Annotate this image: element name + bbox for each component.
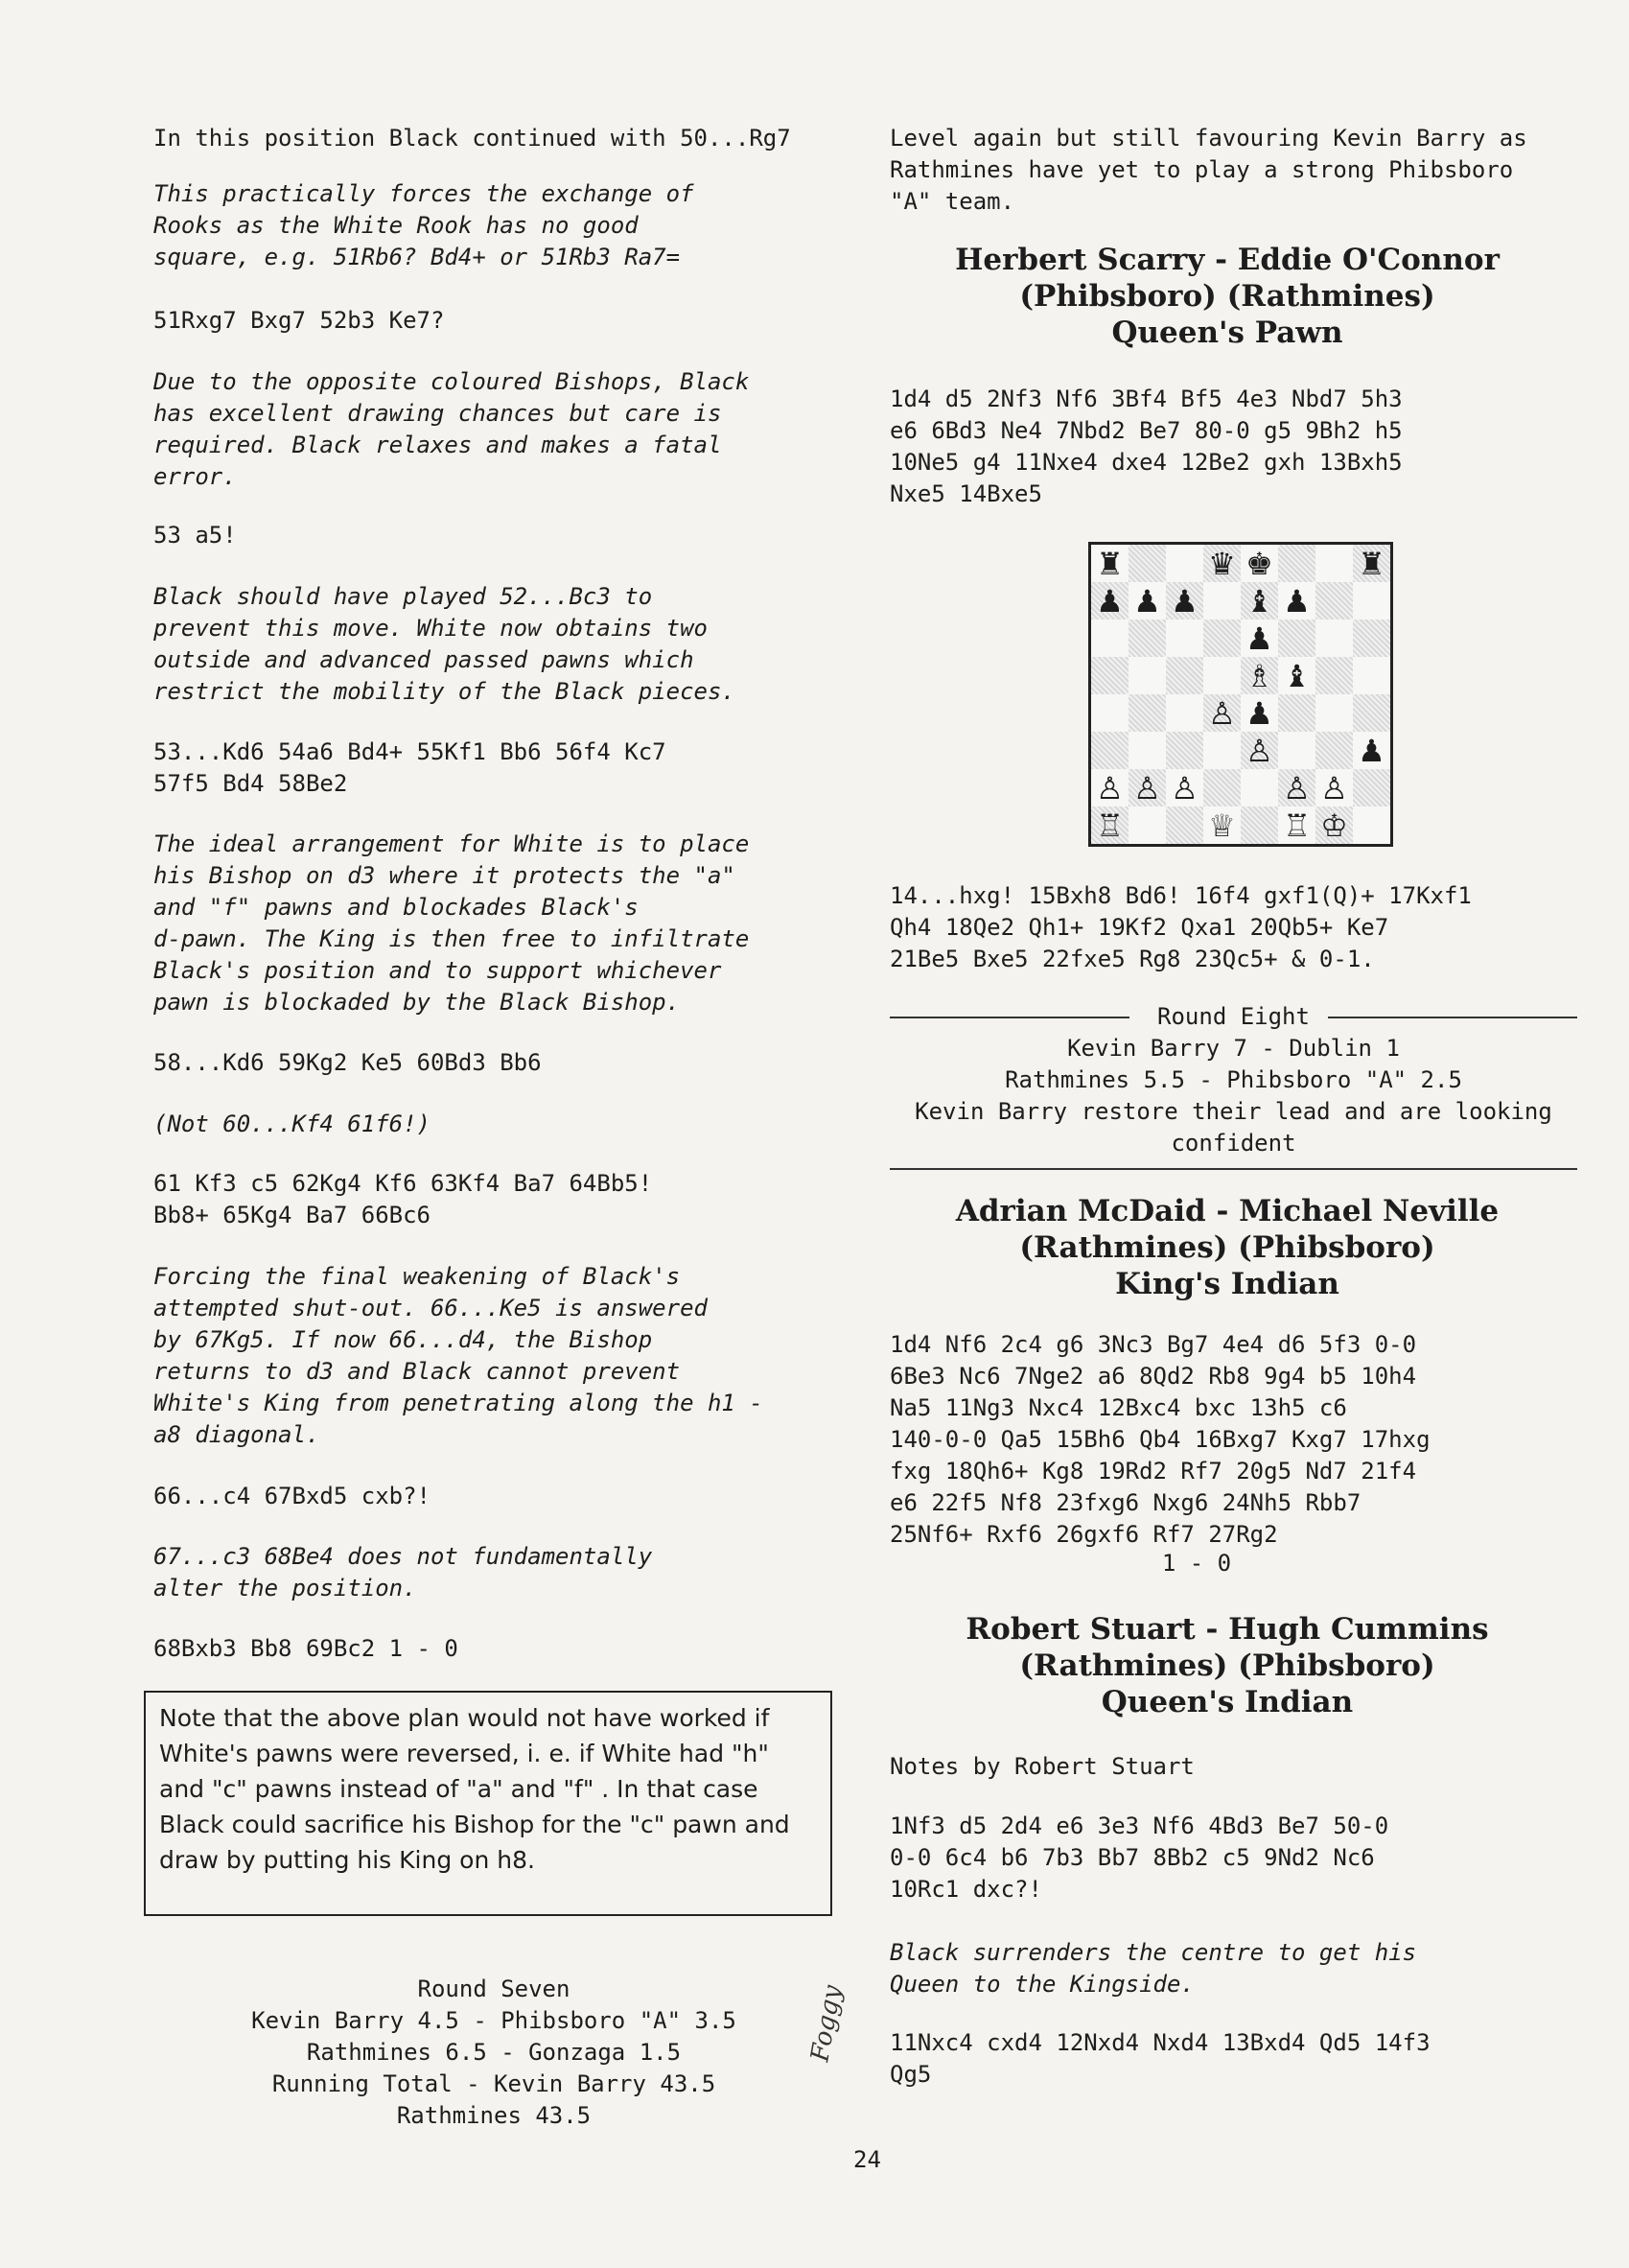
left-p13: 66...c4 67Bxd5 cxb?!	[153, 1483, 431, 1509]
left-p14: 67...c3 68Be4 does not fundamentally alter the position.	[153, 1543, 653, 1602]
left-p1: In this position Black continued with 50...Rg7	[153, 125, 791, 152]
board-square	[1315, 694, 1353, 732]
board-square	[1203, 582, 1241, 620]
board-square	[1315, 732, 1353, 769]
board-square	[1278, 694, 1315, 732]
left-p11: 61 Kf3 c5 62Kg4 Kf6 63Kf4 Ba7 64Bb5! Bb8+ 65Kg4 Ba7 66Bc6	[153, 1170, 653, 1228]
board-square: ♙	[1241, 732, 1278, 769]
board-square	[1278, 732, 1315, 769]
left-p4: Due to the opposite coloured Bishops, Black has excellent drawing chances but care is required. Black relaxes and makes a fatal error.	[153, 368, 750, 490]
board-square: ♝	[1278, 657, 1315, 694]
board-square	[1278, 620, 1315, 657]
board-square	[1129, 807, 1166, 844]
round-seven-results	[206, 1942, 781, 2163]
board-square: ♟	[1278, 582, 1315, 620]
board-square	[1166, 732, 1203, 769]
board-square	[1091, 657, 1129, 694]
board-square	[1241, 807, 1278, 844]
board-square: ♟	[1241, 620, 1278, 657]
board-square	[1353, 657, 1390, 694]
board-square: ♙	[1091, 769, 1129, 807]
board-square	[1129, 620, 1166, 657]
chess-board	[1088, 542, 1393, 847]
left-p5: 53 a5!	[153, 522, 237, 549]
board-square	[1315, 545, 1353, 582]
game3-title: Robert Stuart - Hugh Cummins (Rathmines) (Phibsboro) Queen's Indian	[966, 1612, 1489, 1719]
board-square	[1353, 694, 1390, 732]
board-square	[1353, 807, 1390, 844]
board-square	[1278, 545, 1315, 582]
board-square: ♜	[1353, 545, 1390, 582]
game1-continuation: 14...hxg! 15Bxh8 Bd6! 16f4 gxf1(Q)+ 17Kxf1 Qh4 18Qe2 Qh1+ 19Kf2 Qxa1 20Qb5+ Ke7 21Be5 Bxe5 22fxe5 Rg8 23Qc5+ & 0-1.	[890, 882, 1472, 972]
board-square	[1203, 732, 1241, 769]
board-square: ♜	[1091, 545, 1129, 582]
board-square: ♟	[1166, 582, 1203, 620]
board-square	[1166, 545, 1203, 582]
board-square	[1129, 657, 1166, 694]
game1-moves: 1d4 d5 2Nf3 Nf6 3Bf4 Bf5 4e3 Nbd7 5h3 e6 6Bd3 Ne4 7Nbd2 Be7 80-0 g5 9Bh2 h5 10Ne5 g4 11Nxe4 dxe4 12Be2 gxh 13Bxh5 Nxe5 14Bxe5	[890, 386, 1403, 507]
left-p12: Forcing the final weakening of Black's attempted shut-out. 66...Ke5 is answered by 67Kg5. If now 66...d4, the Bishop returns to d3 and Black cannot prevent White's King from penetrating along the h1 - a8 diagonal.	[153, 1263, 763, 1448]
board-square	[1353, 620, 1390, 657]
board-square	[1353, 769, 1390, 807]
board-square	[1166, 620, 1203, 657]
divider-bottom	[890, 1168, 1577, 1170]
left-p15: 68Bxb3 Bb8 69Bc2 1 - 0	[153, 1635, 458, 1662]
game3-comment: Black surrenders the centre to get his Queen to the Kingside.	[890, 1939, 1417, 1998]
board-square: ♛	[1203, 545, 1241, 582]
board-square	[1091, 732, 1129, 769]
game1-title: Herbert Scarry - Eddie O'Connor (Phibsboro) (Rathmines) Queen's Pawn	[955, 243, 1500, 350]
board-square: ♝	[1241, 582, 1278, 620]
left-p9: 58...Kd6 59Kg2 Ke5 60Bd3 Bb6	[153, 1049, 542, 1076]
board-square	[1166, 694, 1203, 732]
board-square	[1315, 582, 1353, 620]
board-square	[1091, 620, 1129, 657]
board-square: ♙	[1203, 694, 1241, 732]
board-square: ♟	[1353, 732, 1390, 769]
board-square	[1315, 657, 1353, 694]
left-p7: 53...Kd6 54a6 Bd4+ 55Kf1 Bb6 56f4 Kc7 57f5 Bd4 58Be2	[153, 738, 666, 797]
right-intro: Level again but still favouring Kevin Barry as Rathmines have yet to play a strong Phibsboro "A" team.	[890, 125, 1527, 215]
board-square: ♟	[1241, 694, 1278, 732]
board-square	[1203, 769, 1241, 807]
board-square	[1129, 732, 1166, 769]
board-square: ♖	[1278, 807, 1315, 844]
left-p8: The ideal arrangement for White is to place his Bishop on d3 where it protects the "a" and "f" pawns and blockades Black's d-pawn. The King is then free to infiltrate Black's position and to support whichever pawn is blockaded by the Black Bishop.	[153, 830, 750, 1016]
board-square: ♚	[1241, 545, 1278, 582]
board-square: ♖	[1091, 807, 1129, 844]
board-square: ♙	[1315, 769, 1353, 807]
game3-moves: 1Nf3 d5 2d4 e6 3e3 Nf6 4Bd3 Be7 50-0 0-0 6c4 b6 7b3 Bb7 8Bb2 c5 9Nd2 Nc6 10Rc1 dxc?!	[890, 1812, 1389, 1903]
board-square: ♙	[1129, 769, 1166, 807]
board-square	[1129, 694, 1166, 732]
page-number: 24	[853, 2146, 881, 2173]
game3-notes-by: Notes by Robert Stuart	[890, 1753, 1195, 1780]
board-square	[1166, 807, 1203, 844]
game3-moves-2: 11Nxc4 cxd4 12Nxd4 Nxd4 13Bxd4 Qd5 14f3 Qg5	[890, 2029, 1431, 2088]
game2-result: 1 - 0	[1161, 1550, 1232, 1577]
round-eight-results: Round Eight Kevin Barry 7 - Dublin 1 Rathmines 5.5 - Phibsboro "A" 2.5 Kevin Barry restore their lead and are looking confident	[915, 1003, 1552, 1157]
board-square	[1315, 620, 1353, 657]
board-square: ♕	[1203, 807, 1241, 844]
board-square	[1353, 582, 1390, 620]
round-seven-text: Round Seven Kevin Barry 4.5 - Phibsboro "A" 3.5 Rathmines 6.5 - Gonzaga 1.5 Running Total - Kevin Barry 43.5 Rathmines 43.5	[251, 1976, 736, 2129]
board-square: ♗	[1241, 657, 1278, 694]
left-p2: This practically forces the exchange of Rooks as the White Rook has no good square, e.g. 51Rb6? Bd4+ or 51Rb3 Ra7=	[153, 180, 694, 270]
board-square	[1241, 769, 1278, 807]
margin-scribble: Foggy	[805, 1982, 848, 2065]
board-square	[1129, 545, 1166, 582]
board-square: ♟	[1091, 582, 1129, 620]
board-square	[1203, 657, 1241, 694]
left-p10: (Not 60...Kf4 61f6!)	[153, 1111, 431, 1137]
board-square	[1203, 620, 1241, 657]
board-square	[1166, 657, 1203, 694]
board-square: ♙	[1278, 769, 1315, 807]
game2-moves: 1d4 Nf6 2c4 g6 3Nc3 Bg7 4e4 d6 5f3 0-0 6Be3 Nc6 7Nge2 a6 8Qd2 Rb8 9g4 b5 10h4 Na5 11Ng3 Nxc4 12Bxc4 bxc 13h5 c6 140-0-0 Qa5 15Bh6 Qb4 16Bxg7 Kxg7 17hxg fxg 18Qh6+ Kg8 19Rd2 Rf7 20g5 Nd7 21f4 e6 22f5 Nf8 23fxg6 Nxg6 24Nh5 Rbb7 25Nf6+ Rxf6 26gxf6 Rf7 27Rg2	[890, 1331, 1431, 1548]
board-square: ♔	[1315, 807, 1353, 844]
note-box: Note that the above plan would not have worked if White's pawns were reversed, i. e. if White had "h" and "c" pawns instead of "a" and "f" . In that case Black could sacrifice his Bishop for the "c" pawn and draw by putting his King on h8.	[144, 1691, 832, 1916]
board-square: ♙	[1166, 769, 1203, 807]
left-p6: Black should have played 52...Bc3 to prevent this move. White now obtains two outside and advanced passed pawns which restrict the mobility of the Black pieces.	[153, 583, 735, 705]
board-square: ♟	[1129, 582, 1166, 620]
board-square	[1091, 694, 1129, 732]
left-p3: 51Rxg7 Bxg7 52b3 Ke7?	[153, 307, 445, 334]
game2-title: Adrian McDaid - Michael Neville (Rathmines) (Phibsboro) King's Indian	[955, 1194, 1500, 1301]
